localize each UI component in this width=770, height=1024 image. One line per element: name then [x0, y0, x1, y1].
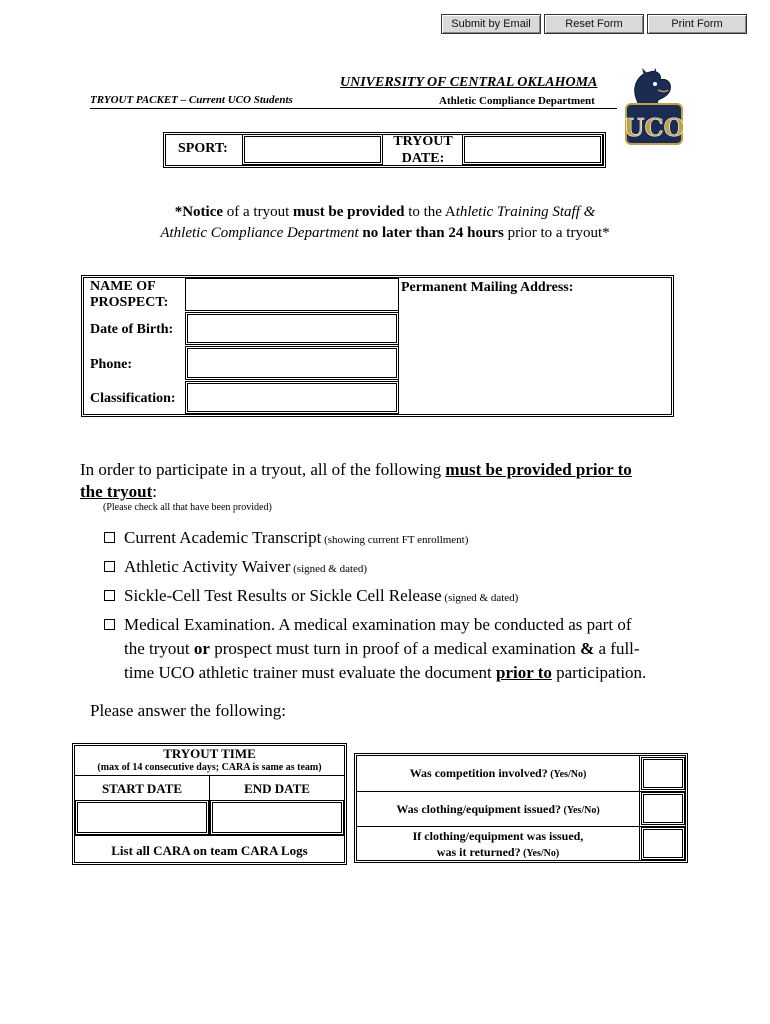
medical-bold: & [580, 639, 595, 658]
tryout-time-subtitle: (max of 14 consecutive days; CARA is same as team) [97, 762, 322, 773]
clothing-returned-answer-input[interactable] [641, 827, 685, 860]
medical-line: Medical Examination. A medical examination may be conducted as part of [124, 615, 632, 634]
question-hint: (Yes/No) [561, 805, 600, 816]
intro-text: In order to participate in a tryout, all of the following [80, 460, 446, 479]
sickle-cell-checkbox[interactable] [104, 590, 115, 601]
requirement-sickle-cell [124, 584, 684, 610]
competition-answer-input[interactable] [641, 757, 685, 790]
end-date-label: END DATE [244, 781, 310, 796]
medical-text: prospect must turn in proof of a medical examination [209, 639, 581, 658]
logo-lettering: UCO [623, 113, 684, 142]
requirement-label: Sickle-Cell Test Results or Sickle Cell Release [124, 586, 442, 605]
medical-bold: or [193, 639, 210, 658]
transcript-checkbox[interactable] [104, 532, 115, 543]
cara-note: List all CARA on team CARA Logs [111, 843, 308, 858]
question-clothing-returned [357, 828, 639, 862]
medical-exam-checkbox[interactable] [104, 619, 115, 630]
notice-part: must be provided [293, 204, 405, 220]
notice-part: of a tryout [223, 204, 294, 220]
medical-text: participation. [551, 663, 647, 682]
tryout-date-label-line1: TRYOUT [393, 134, 453, 149]
intro-bold: must be provided prior to [445, 460, 632, 479]
question-text: was it returned? [436, 845, 521, 859]
notice-part: to the A [404, 204, 456, 220]
sport-input[interactable] [242, 134, 383, 165]
start-date-label: START DATE [101, 781, 183, 796]
medical-text: the tryout [124, 639, 194, 658]
classification-input[interactable] [185, 381, 399, 414]
question-text: If clothing/equipment was issued, [412, 829, 584, 843]
requirement-note: (signed & dated) [441, 592, 519, 604]
print-form-button[interactable]: Print Form [647, 14, 747, 34]
question-competition [357, 766, 639, 781]
medical-text: a full- [594, 639, 640, 658]
end-date-input[interactable] [210, 800, 344, 835]
intro-text: : [152, 482, 157, 501]
department-name: Athletic Compliance Department [439, 95, 595, 107]
question-hint: (Yes/No) [520, 848, 560, 859]
dob-label: Date of Birth: [90, 322, 174, 337]
requirement-waiver [124, 555, 684, 581]
medical-text: time UCO athletic trainer must evaluate the document [124, 663, 496, 682]
phone-label: Phone: [90, 357, 132, 372]
requirements-intro [80, 459, 680, 503]
prospect-name-label [90, 279, 168, 311]
header-rule [90, 108, 617, 109]
notice-text [80, 202, 690, 244]
tryout-time-title: TRYOUT TIME [163, 746, 256, 761]
notice-star: *Notice [174, 204, 224, 220]
dob-input[interactable] [185, 312, 399, 345]
classification-label: Classification: [90, 391, 176, 406]
row-rule [75, 835, 344, 836]
question-hint: (Yes/No) [547, 769, 587, 780]
intro-bold: the tryout [80, 482, 153, 501]
packet-title: TRYOUT PACKET – Current UCO Students [90, 94, 293, 106]
requirement-medical-exam [124, 613, 684, 685]
question-clothing-issued [357, 802, 639, 817]
prospect-name-input[interactable] [185, 278, 399, 311]
prospect-name-label-line2: PROSPECT: [90, 295, 169, 310]
mailing-address-label: Permanent Mailing Address: [401, 280, 574, 295]
requirement-note: (showing current FT enrollment) [321, 534, 469, 546]
tryout-date-label [388, 133, 458, 167]
phone-input[interactable] [185, 346, 399, 380]
notice-part: prior to a tryout* [503, 225, 610, 241]
notice-part: Athletic Compliance Department [160, 225, 359, 241]
sport-label: SPORT: [178, 141, 228, 156]
tryout-date-label-line2: DATE: [401, 151, 445, 166]
uco-bronco-logo [622, 68, 684, 146]
medical-bold: prior to [496, 663, 552, 682]
notice-part: no later than 24 hours [358, 225, 504, 241]
notice-part: thletic Training Staff & [455, 204, 596, 220]
tryout-date-input[interactable] [462, 134, 603, 165]
prospect-name-label-line1: NAME OF [90, 279, 156, 294]
requirement-label: Athletic Activity Waiver [124, 557, 291, 576]
waiver-checkbox[interactable] [104, 561, 115, 572]
check-instruction: (Please check all that have been provided) [103, 502, 272, 513]
row-rule [357, 791, 685, 792]
clothing-issued-answer-input[interactable] [641, 792, 685, 825]
requirement-label: Current Academic Transcript [124, 528, 322, 547]
start-date-input[interactable] [75, 800, 209, 835]
reset-form-button[interactable]: Reset Form [544, 14, 644, 34]
question-text: Was clothing/equipment issued? [396, 802, 562, 816]
requirement-transcript [124, 526, 684, 552]
university-title: UNIVERSITY OF CENTRAL OKLAHOMA [340, 75, 598, 90]
requirement-note: (signed & dated) [290, 563, 368, 575]
answer-prompt: Please answer the following: [90, 701, 286, 720]
column-rule [639, 756, 640, 860]
question-text: Was competition involved? [409, 766, 548, 780]
submit-by-email-button[interactable]: Submit by Email [441, 14, 541, 34]
mailing-address-input[interactable] [401, 298, 671, 412]
row-rule [357, 826, 685, 827]
